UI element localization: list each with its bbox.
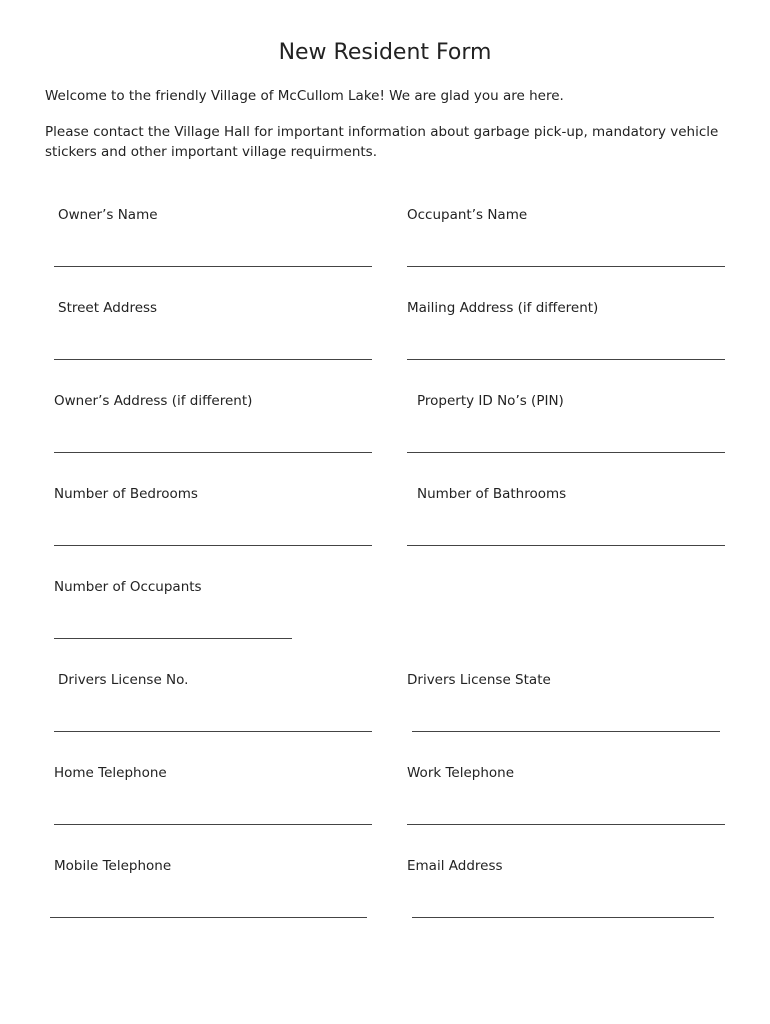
property-id-field[interactable] [407,452,725,453]
occupants-name-field[interactable] [407,266,725,267]
owners-name-label: Owner’s Name [58,207,158,223]
dl-state-label: Drivers License State [407,672,551,688]
mobile-phone-field[interactable] [50,917,367,918]
welcome-text: Welcome to the friendly Village of McCullom Lake! We are glad you are here. [45,88,564,104]
bathrooms-field[interactable] [407,545,725,546]
dl-number-label: Drivers License No. [58,672,189,688]
owners-address-label: Owner’s Address (if different) [54,393,253,409]
owners-name-field[interactable] [54,266,372,267]
occupants-field[interactable] [54,638,292,639]
dl-state-field[interactable] [412,731,720,732]
mailing-address-field[interactable] [407,359,725,360]
page-title: New Resident Form [278,40,492,65]
owners-address-field[interactable] [54,452,372,453]
dl-number-field[interactable] [54,731,372,732]
occupants-label: Number of Occupants [54,579,202,595]
bathrooms-label: Number of Bathrooms [417,486,567,502]
email-field[interactable] [412,917,714,918]
mobile-phone-label: Mobile Telephone [54,858,172,874]
work-phone-field[interactable] [407,824,725,825]
work-phone-label: Work Telephone [407,765,515,781]
bedrooms-label: Number of Bedrooms [54,486,198,502]
email-label: Email Address [407,858,503,874]
occupants-name-label: Occupant’s Name [407,207,528,223]
bedrooms-field[interactable] [54,545,372,546]
contact-text: Please contact the Village Hall for important information about garbage pick-up, mandatory vehicle stickers and other important village requirments. [45,124,719,160]
mailing-address-label: Mailing Address (if different) [407,300,599,316]
street-address-label: Street Address [58,300,158,316]
home-phone-field[interactable] [54,824,372,825]
property-id-label: Property ID No’s (PIN) [417,393,564,409]
street-address-field[interactable] [54,359,372,360]
home-phone-label: Home Telephone [54,765,167,781]
